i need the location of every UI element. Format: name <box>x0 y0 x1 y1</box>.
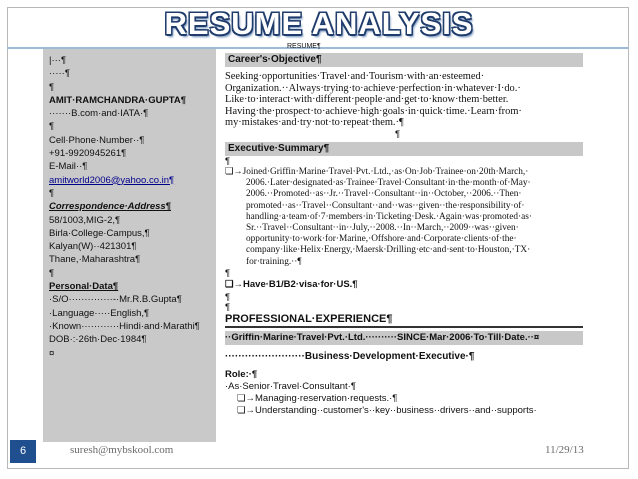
summary-line: for·training.··¶ <box>246 256 302 267</box>
left-column-line: Thane,·Maharashtra¶ <box>49 254 141 266</box>
left-column-line: E-Mail··¶ <box>49 161 88 173</box>
career-objective-heading: Career's·Objective¶ RESUME¶ <box>225 53 583 67</box>
footer-date: 11/29/13 <box>545 444 584 456</box>
executive-summary-heading: Executive·Summary¶ <box>225 142 583 156</box>
summary-line: opportunity·to·work·for·Marine,·Offshore·and·Corporate·clients·of·the· <box>246 234 517 245</box>
left-column-line: AMIT·RAMCHANDRA·GUPTA¶ <box>49 94 187 106</box>
left-column-line: ¶ <box>49 81 55 93</box>
designation-line: ························Business·Development·Executive·¶ <box>225 350 475 362</box>
left-column-line: ¤ <box>49 347 55 359</box>
left-column-line: Birla·College·Campus,¶ <box>49 227 150 239</box>
footer-email: suresh@mybskool.com <box>70 444 174 456</box>
role-label: Role:·¶ <box>225 368 258 380</box>
professional-experience-heading: PROFESSIONAL·EXPERIENCE¶ <box>225 312 393 325</box>
resume-label: RESUME¶ <box>287 43 321 50</box>
role-title: ·As·Senior·Travel·Consultant·¶ <box>225 380 356 392</box>
left-column-line: Personal·Data¶ <box>49 281 119 293</box>
left-column-line: ·Language·····English,¶ <box>49 307 150 319</box>
summary-line: 2006.·Later·designated·as·Trainee·Travel·Consultant·in·the·month·of·May· <box>246 178 531 189</box>
summary-line: handling·a·team·of·7·members·in·Ticketing·Desk.·Again·was·promoted·as· <box>246 211 532 222</box>
left-column-line: ¶ <box>49 187 55 199</box>
duty-line: ❏→Understanding··customer's··key··business··drivers··and··supports· <box>237 404 537 416</box>
objective-line: my·mistakes·and·try·not·to·repeat·them.·¶ <box>225 117 404 129</box>
left-column-line: 58/1003,MIG-2,¶ <box>49 214 121 226</box>
page-number-badge: 6 <box>10 440 36 463</box>
resume-left-column <box>43 49 216 442</box>
blank-paragraph: ¶ <box>225 301 231 313</box>
objective-line: Like·to·interact·with·different·people·and·get·to·know·them·better. <box>225 94 509 106</box>
objective-line: Organization.··Always·trying·to·achieve·perfection·in·whatever·I·do.· <box>225 82 521 94</box>
resume-right-column <box>225 43 583 442</box>
company-line: ··Griffin·Marine·Travel·Pvt.·Ltd.··········SINCE·Mar·2006·To·Till·Date.··¤ <box>225 331 583 345</box>
left-column-lines <box>49 54 213 360</box>
left-column-line: ¶ <box>49 121 55 133</box>
summary-text <box>225 178 583 268</box>
blank-paragraph: ¶ <box>225 155 231 167</box>
left-column-line: ¶ <box>49 267 55 279</box>
blank-paragraph: ¶ <box>225 267 231 279</box>
left-column-line: ·Known············Hindi·and·Marathi¶ <box>49 320 200 332</box>
left-column-line: |···¶ <box>49 55 67 66</box>
left-column-line: DOB·:·26th·Dec·1984¶ <box>49 334 147 346</box>
blank-paragraph: ¶ <box>225 291 231 303</box>
left-column-line: +91-9920945261¶ <box>49 148 127 160</box>
left-column-line: ·······B.com·and·IATA·¶ <box>49 108 149 120</box>
left-column-line: Correspondence·Address¶ <box>49 201 171 213</box>
objective-line: Having·the·prospect·to·achieve·high·goals·in·quick·time.·Learn·from· <box>225 105 522 117</box>
duty-line: ❏→Managing·reservation·requests.·¶ <box>237 392 398 404</box>
summary-line: Sr.··Travel··Consultant··in··July,··2008.··In··March,··2009··was··given· <box>246 222 519 233</box>
left-column-line: ·····¶ <box>49 68 70 80</box>
summary-lead-line: ❏→Joined·Griffin·Marine·Travel·Pvt.·Ltd.,·as·On·Job·Trainee·on·20th·March,· <box>225 166 529 177</box>
objective-line: Seeking·opportunities·Travel·and·Tourism·with·an·esteemed· <box>225 71 485 82</box>
resume-document-screenshot <box>33 43 591 442</box>
left-column-line: ·S/O··············-·Mr.R.B.Gupta¶ <box>49 294 182 306</box>
left-column-line: Kalyan(W)··421301¶ <box>49 241 137 253</box>
left-column-line: amitworld2006@yahoo.co.in¶ <box>49 174 175 186</box>
paragraph-mark: ¶ <box>395 128 401 140</box>
summary-line: promoted··as··Travel··Consultant··and··was··given··the·responsibility·of· <box>246 200 525 211</box>
summary-line: 2006.··Promoted··as··Jr.··Travel··Consultant··in··October,··2006.··Then· <box>246 189 522 200</box>
slide-title: RESUME ANALYSIS <box>164 6 474 41</box>
objective-text <box>225 71 583 129</box>
visa-line: ❏→Have·B1/B2·visa·for·US.¶ <box>225 278 358 290</box>
summary-line: company·like·Helix·Energy,·Maersk·Drilling·etc·and·sent·to·Houston,·TX· <box>246 245 531 256</box>
left-column-line: Cell·Phone·Number··¶ <box>49 134 145 146</box>
